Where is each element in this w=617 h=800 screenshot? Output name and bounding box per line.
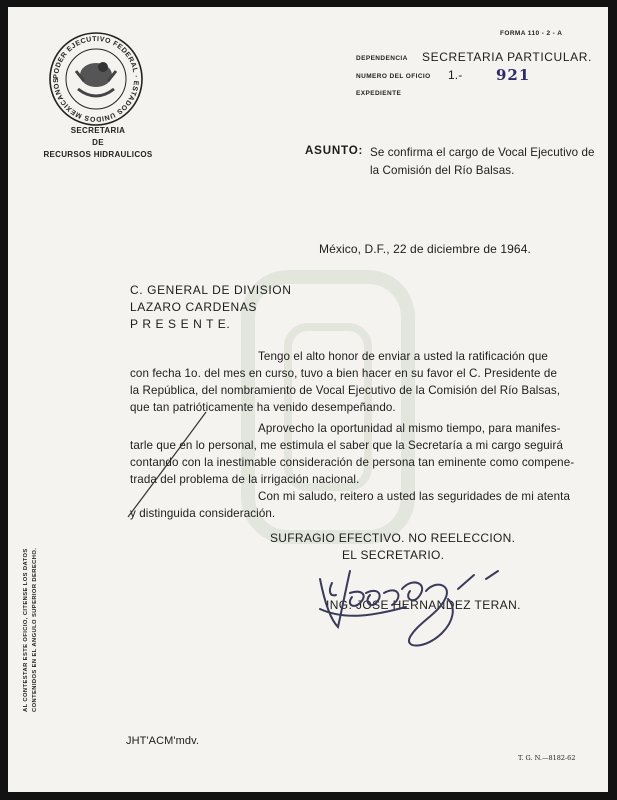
body-p3-line1: Con mi saludo, reitero a usted las seguridades de mi atenta	[258, 490, 571, 503]
body-p2-line4: trada del problema de la irrigación nacional.	[130, 473, 360, 486]
body-p2-line2: tarle que en lo personal, me estimula el saber que la Secretaría a mi cargo seguirá	[130, 439, 563, 452]
addressee-block	[130, 282, 291, 333]
margin-instruction-note	[22, 548, 40, 712]
body-p2-line1: Aprovecho la oportunidad al mismo tiempo, para manifes-	[258, 422, 561, 435]
subject-text	[370, 144, 595, 180]
subject-line1: Se confirma el cargo de Vocal Ejecutivo de	[370, 146, 595, 159]
body-p1-line3: la República, del nombramiento de Vocal Ejecutivo de la Comisión del Río Balsas,	[130, 384, 561, 397]
reference-initials: JHT'ACM'mdv.	[126, 735, 200, 747]
body-p3-line2: y distinguida consideración.	[130, 507, 276, 520]
dependencia-value: SECRETARIA PARTICULAR.	[422, 50, 592, 64]
body-p1-line1: Tengo el alto honor de enviar a usted la ratificación que	[258, 350, 548, 363]
addressee-line2: LAZARO CARDENAS	[130, 300, 258, 314]
handwritten-signature	[306, 549, 516, 659]
body-paragraph-2	[130, 420, 574, 488]
body-p2-line3: contando con la inestimable consideración de persona tan eminente como compene-	[130, 456, 575, 469]
closing-motto: SUFRAGIO EFECTIVO. NO REELECCION.	[270, 531, 516, 545]
ministry-line2: DE	[92, 138, 104, 147]
addressee-line1: C. GENERAL DE DIVISION	[130, 283, 292, 297]
closing-title: EL SECRETARIO.	[342, 548, 445, 562]
body-paragraph-3	[130, 488, 570, 522]
date-line: México, D.F., 22 de diciembre de 1964.	[319, 242, 531, 256]
oficio-label: NUMERO DEL OFICIO	[356, 73, 431, 80]
seal-text: PODER EJECUTIVO FEDERAL · ESTADOS UNIDOS MEXICANOS	[52, 35, 140, 123]
ministry-line1: SECRETARIA	[70, 126, 126, 135]
body-paragraph-1	[130, 348, 560, 416]
oficio-number-stamp: 921	[496, 66, 531, 84]
body-p1-line2: con fecha 1o. del mes en curso, tuvo a bien hacer en su favor el C. Presidente de	[130, 367, 558, 380]
margin-note-line1: AL CONTESTAR ESTE OFICIO, CITENSE LOS DATOS	[23, 548, 29, 712]
body-p1-line4: que tan patrióticamente ha venido desempeñando.	[130, 401, 396, 414]
addressee-line3: P R E S E N T E.	[130, 317, 231, 331]
form-code: FORMA 110 - 2 - A	[500, 30, 563, 37]
signatory-name: ING. JOSE HERNANDEZ TERAN.	[326, 598, 521, 612]
letter-sheet	[8, 7, 608, 792]
oficio-prefix: 1.-	[448, 68, 463, 82]
ministry-line3: RECURSOS HIDRAULICOS	[43, 150, 153, 159]
dependencia-label: DEPENDENCIA	[356, 55, 408, 62]
margin-note-line2: CONTENIDOS EN EL ANGULO SUPERIOR DERECHO.	[32, 547, 38, 712]
federal-seal	[48, 31, 144, 127]
subject-line2: la Comisión del Río Balsas.	[370, 164, 515, 177]
ministry-name	[38, 125, 158, 161]
subject-label: ASUNTO:	[305, 144, 364, 157]
print-code: T. G. N.—8182-62	[518, 754, 576, 762]
eagle-icon	[76, 62, 116, 96]
expediente-label: EXPEDIENTE	[356, 90, 402, 97]
